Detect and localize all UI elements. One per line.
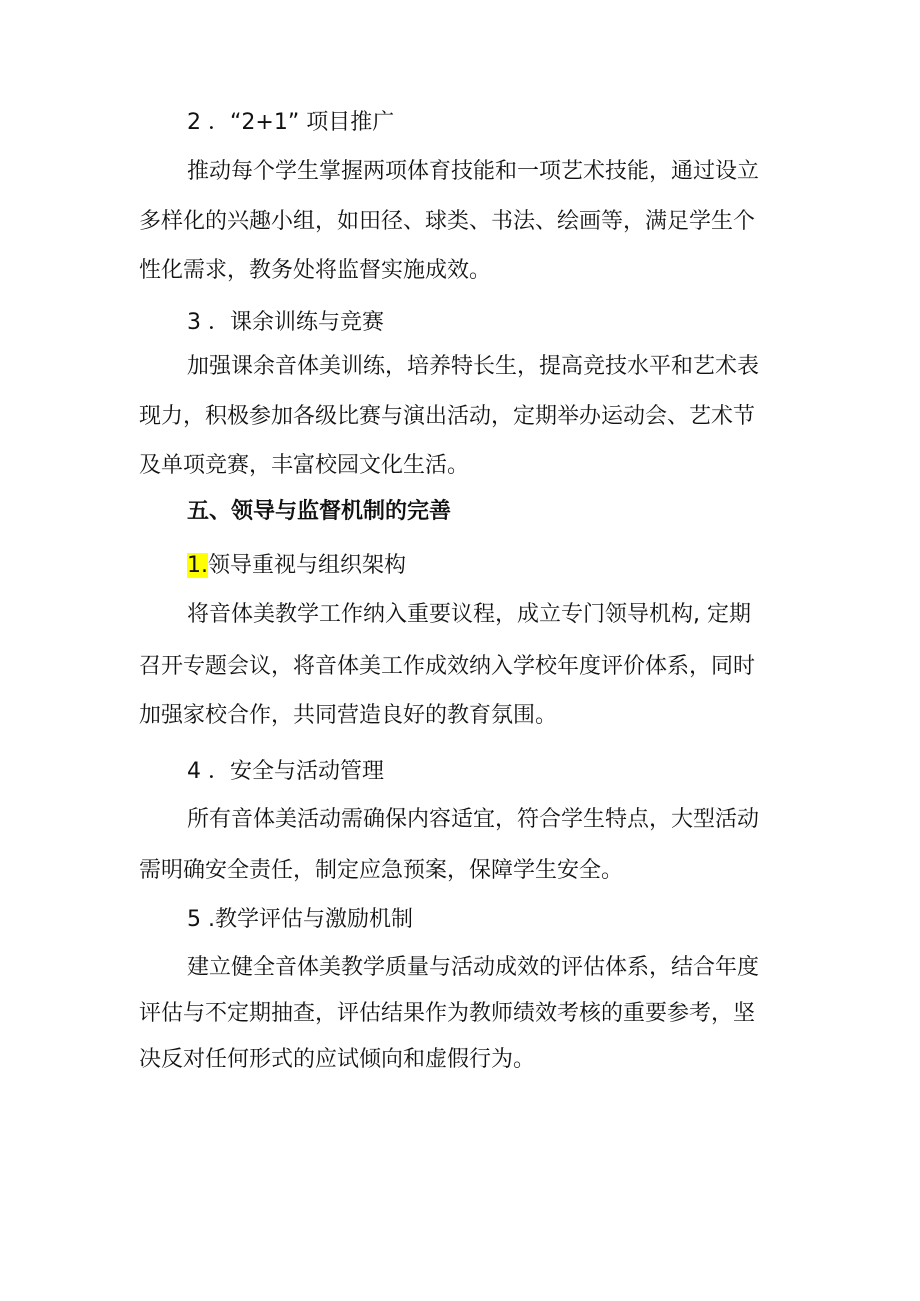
subsection-5-body-line-1: 建立健全音体美教学质量与活动成效的评估体系，结合年度 xyxy=(187,955,760,980)
item-3-body-line-2: 现力，积极参加各级比赛与演出活动，定期举办运动会、艺术节 xyxy=(139,404,756,429)
subsection-5-title: 5 .教学评估与激励机制 xyxy=(187,907,413,932)
item-2-body-line-1: 推动每个学生掌握两项体育技能和一项艺术技能，通过设立 xyxy=(187,159,760,184)
subsection-1-body-line-1: 将音体美教学工作纳入重要议程，成立专门领导机构, 定期 xyxy=(187,602,751,627)
item-2-body-line-3: 性化需求，教务处将监督实施成效。 xyxy=(139,258,492,283)
section-5-title: 五、领导与监督机制的完善 xyxy=(187,499,452,524)
item-2-body-line-2: 多样化的兴趣小组，如田径、球类、书法、绘画等，满足学生个 xyxy=(139,209,756,234)
subsection-4-body-line-1: 所有音体美活动需确保内容适宜，符合学生特点，大型活动 xyxy=(187,807,760,832)
item-3-body-line-1: 加强课余音体美训练，培养特长生，提高竞技水平和艺术表 xyxy=(187,354,760,379)
subsection-1-body-line-3: 加强家校合作，共同营造良好的教育氛围。 xyxy=(139,703,558,728)
subsection-1-body-line-2: 召开专题会议，将音体美工作成效纳入学校年度评价体系，同时 xyxy=(139,654,756,679)
subsection-4-body-line-2: 需明确安全责任，制定应急预案，保障学生安全。 xyxy=(139,858,624,883)
highlighted-number-marker: 1. xyxy=(187,553,208,578)
subsection-5-body-line-2: 评估与不定期抽查，评估结果作为教师绩效考核的重要参考，坚 xyxy=(139,1001,756,1026)
subsection-5-body-line-3: 决反对任何形式的应试倾向和虚假行为。 xyxy=(139,1047,536,1072)
subsection-1-heading xyxy=(187,551,406,581)
subsection-1-title: 领导重视与组织架构 xyxy=(208,553,407,578)
item-3-body-line-3: 及单项竞赛，丰富校园文化生活。 xyxy=(139,453,470,478)
item-2-title: 2 ．“2+1” 项目推广 xyxy=(187,110,395,135)
item-3-title: 3 ．课余训练与竞赛 xyxy=(187,310,384,335)
subsection-4-title: 4 ．安全与活动管理 xyxy=(187,759,384,784)
